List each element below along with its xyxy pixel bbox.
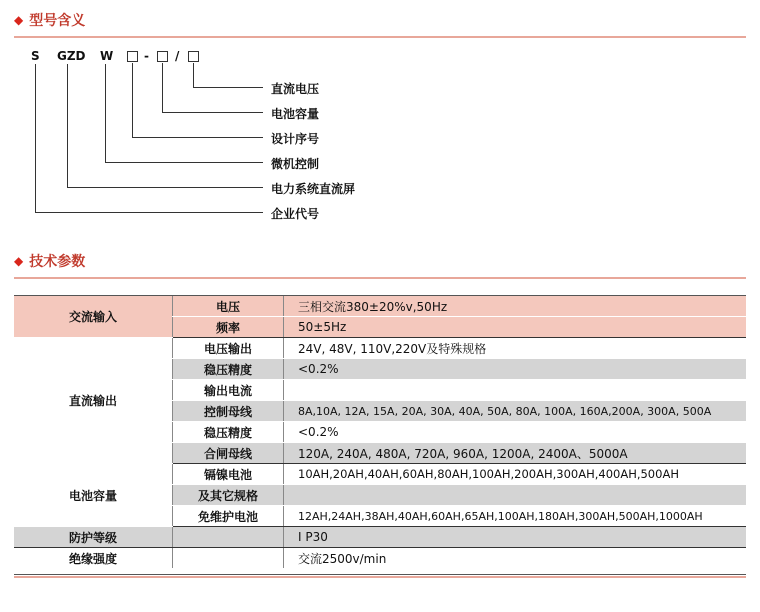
row-label-protection: 防护等级	[14, 527, 173, 548]
leader-line	[105, 162, 263, 163]
code-slash: /	[175, 49, 180, 63]
table-row	[14, 527, 746, 548]
model-label-company-code: 企业代号	[271, 207, 320, 221]
leader-line	[132, 137, 263, 138]
code-s: S	[31, 49, 40, 63]
group-dc-output: 直流输出	[14, 338, 173, 464]
row-value	[284, 380, 747, 401]
leader-line	[193, 87, 263, 88]
leader-line	[132, 63, 133, 137]
row-label: 及其它规格	[173, 485, 284, 506]
code-dash: -	[144, 49, 149, 63]
spec-table	[14, 296, 746, 569]
leader-line	[35, 64, 36, 212]
table-row	[14, 464, 746, 485]
leader-line	[35, 212, 263, 213]
section-title-model	[14, 10, 85, 30]
section-divider	[14, 36, 746, 38]
code-box-voltage	[188, 51, 199, 62]
row-value: 12AH,24AH,38AH,40AH,60AH,65AH,100AH,180AH,300AH,500AH,1000AH	[284, 506, 747, 527]
section-divider	[14, 277, 746, 279]
leader-line	[162, 63, 163, 112]
section-title-specs	[14, 251, 85, 271]
row-value: 8A,10A, 12A, 15A, 20A, 30A, 40A, 50A, 80A, 100A, 160A,200A, 300A, 500A	[284, 401, 747, 422]
leader-line	[67, 187, 263, 188]
row-label: 镉镍电池	[173, 464, 284, 485]
code-box-design	[127, 51, 138, 62]
code-box-capacity	[157, 51, 168, 62]
model-label-battery-capacity: 电池容量	[271, 107, 320, 121]
diamond-icon: ◆	[14, 254, 24, 268]
row-value: 10AH,20AH,40AH,60AH,80AH,100AH,200AH,300AH,400AH,500AH	[284, 464, 747, 485]
table-row	[14, 548, 746, 569]
row-value: 交流2500v/min	[284, 548, 747, 569]
model-label-microcontrol: 微机控制	[271, 157, 320, 171]
row-label: 稳压精度	[173, 422, 284, 443]
row-value: 24V, 48V, 110V,220V及特殊规格	[284, 338, 747, 359]
model-label-power-dc-panel: 电力系统直流屏	[271, 182, 356, 196]
row-value: 120A, 240A, 480A, 720A, 960A, 1200A, 2400A、5000A	[284, 443, 747, 464]
section-title-text: 型号含义	[29, 13, 86, 29]
row-value: I P30	[284, 527, 747, 548]
diamond-icon: ◆	[14, 13, 24, 27]
row-value	[284, 485, 747, 506]
row-value: <0.2%	[284, 359, 747, 380]
row-value: <0.2%	[284, 422, 747, 443]
table-row	[14, 338, 746, 359]
code-gzd: GZD	[57, 49, 86, 63]
leader-line	[105, 64, 106, 162]
leader-line	[67, 64, 68, 187]
row-label: 频率	[173, 317, 284, 338]
model-label-design-number: 设计序号	[271, 132, 320, 146]
row-label-insulation: 绝缘强度	[14, 548, 173, 569]
model-label-dc-voltage: 直流电压	[271, 82, 320, 96]
row-label: 合闸母线	[173, 443, 284, 464]
row-label: 输出电流	[173, 380, 284, 401]
table-bottom-rule	[14, 574, 746, 575]
section-title-text: 技术参数	[29, 254, 86, 270]
code-w: W	[100, 49, 114, 63]
row-label-empty	[173, 548, 284, 569]
row-label: 电压输出	[173, 338, 284, 359]
table-row	[14, 296, 746, 317]
leader-line	[193, 63, 194, 87]
row-value: 50±5Hz	[284, 317, 747, 338]
row-label: 免维护电池	[173, 506, 284, 527]
leader-line	[162, 112, 263, 113]
row-label: 稳压精度	[173, 359, 284, 380]
row-label-empty	[173, 527, 284, 548]
group-battery-capacity: 电池容量	[14, 464, 173, 527]
group-ac-input: 交流输入	[14, 296, 173, 338]
row-label: 电压	[173, 296, 284, 317]
row-label: 控制母线	[173, 401, 284, 422]
table-bottom-band	[14, 576, 746, 578]
row-value: 三相交流380±20%v,50Hz	[284, 296, 747, 317]
